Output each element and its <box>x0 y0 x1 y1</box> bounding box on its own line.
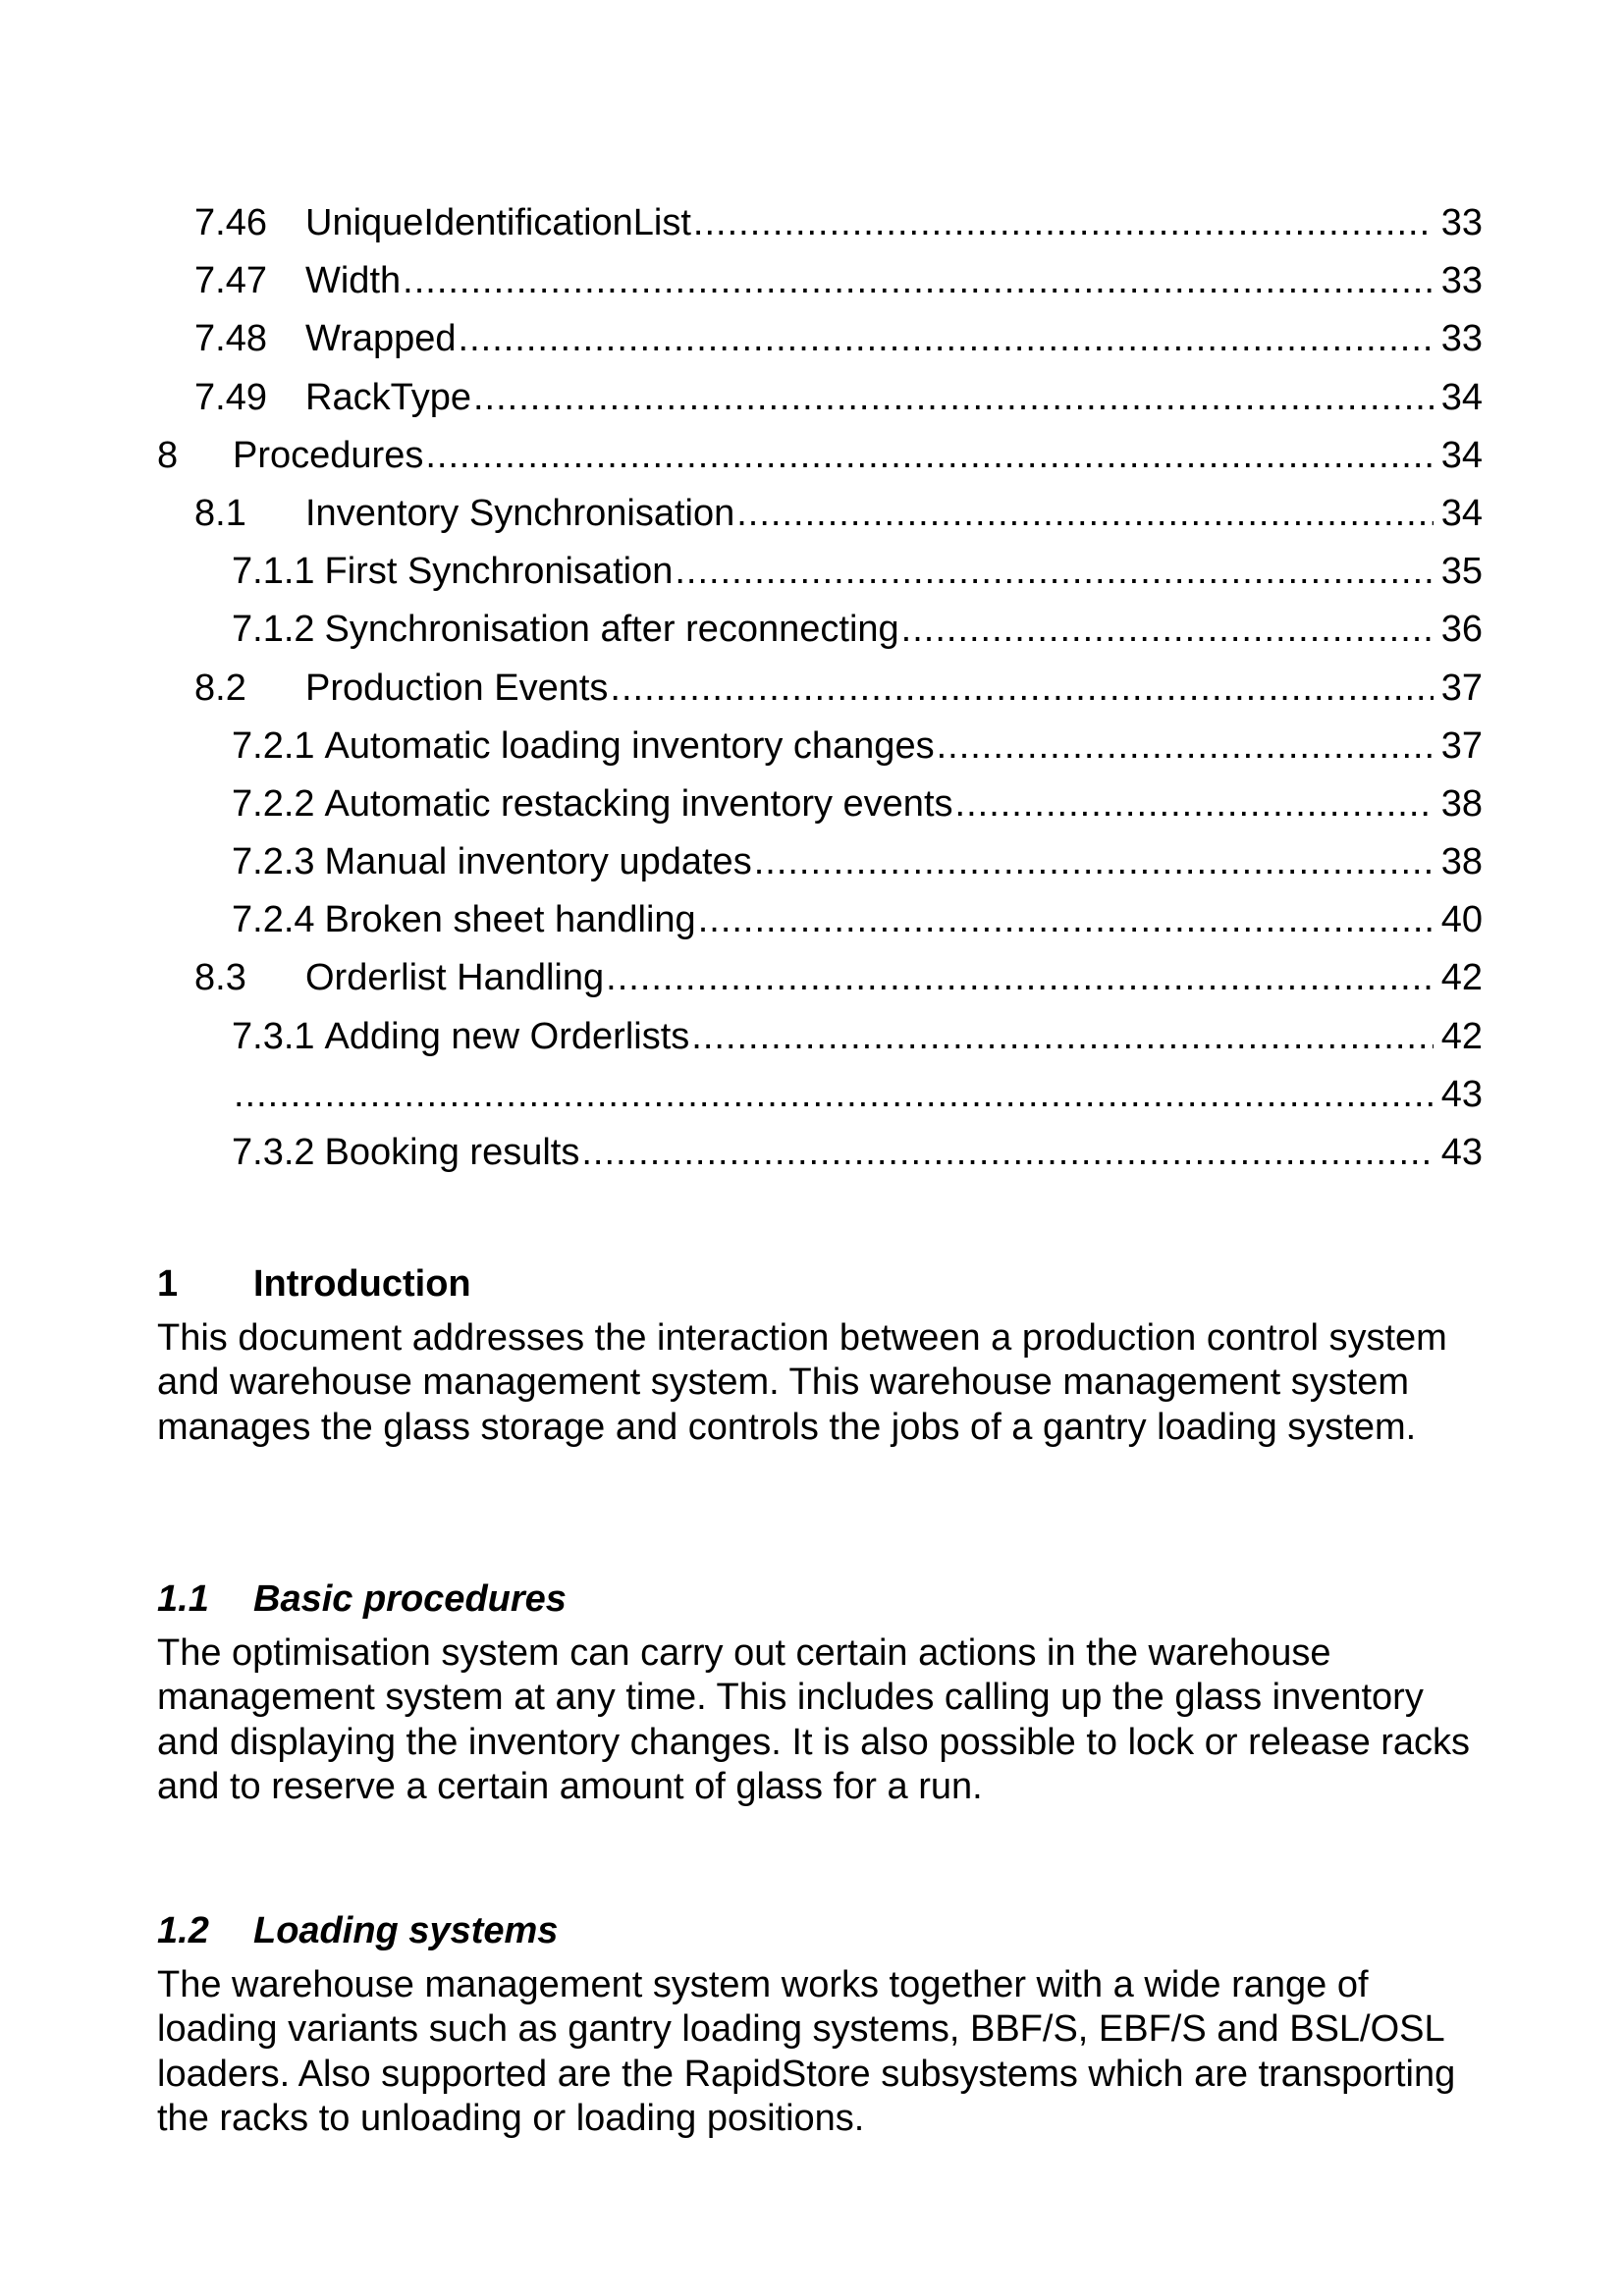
toc-entry-title: Orderlist Handling <box>305 957 605 999</box>
toc-entry-page: 38 <box>1440 782 1483 825</box>
toc-entry-number: 7.47 <box>194 260 267 302</box>
toc-leader-dots <box>693 194 1434 252</box>
toc-leader-dots <box>473 369 1434 427</box>
toc-entry-page: 42 <box>1440 1015 1483 1057</box>
toc-leader-dots <box>425 427 1434 485</box>
toc-entry[interactable] <box>157 949 1483 1007</box>
toc-entry-title: UniqueIdentificationList <box>305 202 691 243</box>
toc-entry-page: 37 <box>1440 724 1483 767</box>
section-number: 1.2 <box>157 1910 209 1951</box>
toc-leader-dots <box>736 485 1434 543</box>
toc-entry-page: 37 <box>1440 667 1483 709</box>
toc-entry[interactable] <box>157 891 1483 949</box>
toc-leader-dots <box>901 601 1434 659</box>
toc-entry-title: Automatic restacking inventory events <box>324 782 953 825</box>
section-introduction <box>157 1259 1483 1450</box>
toc-leader-dots <box>754 833 1434 891</box>
toc-entry-title: Production Events <box>305 667 609 709</box>
toc-entry-number: 7.49 <box>194 376 267 418</box>
toc-entry-title: Manual inventory updates <box>324 841 752 883</box>
toc-entry[interactable] <box>157 601 1483 659</box>
toc-entry-number: 8 <box>157 434 179 476</box>
section-title: Introduction <box>253 1263 471 1305</box>
toc-entry-number: 8.1 <box>194 492 246 534</box>
toc-entry[interactable] <box>157 369 1483 427</box>
toc-entry-number: 7.3.2 <box>232 1132 315 1173</box>
toc-entry-title: Wrapped <box>305 318 457 360</box>
toc-entry-number: 8.2 <box>194 667 246 709</box>
toc-entry-number: 7.2.4 <box>232 899 315 941</box>
toc-entry-page: 33 <box>1440 318 1483 360</box>
toc-entry-page: 34 <box>1440 376 1483 418</box>
toc-entry-title: Booking results <box>324 1132 580 1173</box>
toc-entry[interactable] <box>157 485 1483 543</box>
toc-leader-dots <box>610 660 1434 718</box>
section-body: The warehouse management system works together with a wide range of loading variants such as gantry loading systems, BBF/S, EBF/S and BSL/OSL loaders. Also supported are the RapidStore subsystems which are transporting the racks to unloading or loading positions. <box>157 1964 1456 2139</box>
toc-leader-dots <box>698 891 1434 949</box>
toc-leader-dots <box>403 252 1434 310</box>
toc-entry-title: RackType <box>305 376 471 418</box>
toc-entry-number: 7.2.3 <box>232 841 315 883</box>
toc-entry-page: 38 <box>1440 841 1483 883</box>
toc-leader-dots <box>234 1066 1434 1124</box>
toc-entry-page: 36 <box>1440 609 1483 651</box>
toc-entry-title: First Synchronisation <box>324 551 674 593</box>
section-title: Basic procedures <box>253 1578 567 1620</box>
toc-leader-dots <box>581 1124 1434 1182</box>
section-basic-procedures <box>157 1575 1483 1809</box>
toc-entry[interactable] <box>157 833 1483 891</box>
section-number: 1 <box>157 1263 179 1305</box>
toc-entry-title: Synchronisation after reconnecting <box>324 609 899 651</box>
toc-leader-dots <box>937 718 1434 775</box>
toc-leader-dots <box>691 1008 1434 1066</box>
toc-entry-page: 40 <box>1440 899 1483 941</box>
section-body: The optimisation system can carry out certain actions in the warehouse management system at any time. This includes calling up the glass inventory and displaying the inventory changes. It is also possible to lock or release racks and to reserve a certain amount of glass for a run. <box>157 1632 1471 1807</box>
section-loading-systems <box>157 1906 1483 2141</box>
toc-entry-page: 43 <box>1440 1073 1483 1115</box>
section-heading <box>157 1906 1483 1955</box>
toc-entry[interactable] <box>157 194 1483 252</box>
toc-entry-title: Adding new Orderlists <box>324 1015 690 1057</box>
toc-entry-number: 7.2.1 <box>232 724 315 767</box>
toc-entry-title: Procedures <box>233 434 424 476</box>
section-heading <box>157 1575 1483 1624</box>
toc-entry[interactable] <box>157 1124 1483 1182</box>
table-of-contents <box>157 194 1483 1182</box>
toc-leader-dots <box>606 949 1434 1007</box>
toc-entry-untitled[interactable] <box>157 1066 1483 1124</box>
toc-entry-title: Inventory Synchronisation <box>305 492 735 534</box>
toc-leader-dots <box>459 310 1434 368</box>
toc-entry-number: 7.3.1 <box>232 1015 315 1057</box>
toc-leader-dots <box>675 543 1434 601</box>
toc-entry[interactable] <box>157 660 1483 718</box>
toc-entry-number: 7.46 <box>194 202 267 243</box>
toc-entry-page: 33 <box>1440 202 1483 243</box>
toc-entry-title: Width <box>305 260 402 302</box>
toc-entry-number: 7.48 <box>194 318 267 360</box>
toc-leader-dots <box>955 775 1434 833</box>
toc-entry-number: 7.2.2 <box>232 782 315 825</box>
toc-entry[interactable] <box>157 1008 1483 1066</box>
toc-entry[interactable] <box>157 718 1483 775</box>
toc-entry-page: 34 <box>1440 434 1483 476</box>
section-title: Loading systems <box>253 1910 559 1951</box>
toc-entry-number: 7.1.1 <box>232 551 315 593</box>
toc-entry[interactable] <box>157 427 1483 485</box>
section-heading <box>157 1259 1483 1308</box>
toc-entry-number: 8.3 <box>194 957 246 999</box>
toc-entry-page: 35 <box>1440 551 1483 593</box>
toc-entry[interactable] <box>157 310 1483 368</box>
toc-entry[interactable] <box>157 543 1483 601</box>
toc-entry-title: Broken sheet handling <box>324 899 696 941</box>
toc-entry[interactable] <box>157 252 1483 310</box>
toc-entry-page: 33 <box>1440 260 1483 302</box>
section-number: 1.1 <box>157 1578 209 1620</box>
toc-entry-page: 42 <box>1440 957 1483 999</box>
toc-entry-number: 7.1.2 <box>232 609 315 651</box>
toc-entry[interactable] <box>157 775 1483 833</box>
toc-entry-page: 43 <box>1440 1132 1483 1173</box>
toc-entry-title: Automatic loading inventory changes <box>324 724 935 767</box>
section-body: This document addresses the interaction between a production control system and warehouse management system. This warehouse management system manages the glass storage and controls the jobs of a gantry loading system. <box>157 1317 1447 1448</box>
toc-entry-page: 34 <box>1440 492 1483 534</box>
